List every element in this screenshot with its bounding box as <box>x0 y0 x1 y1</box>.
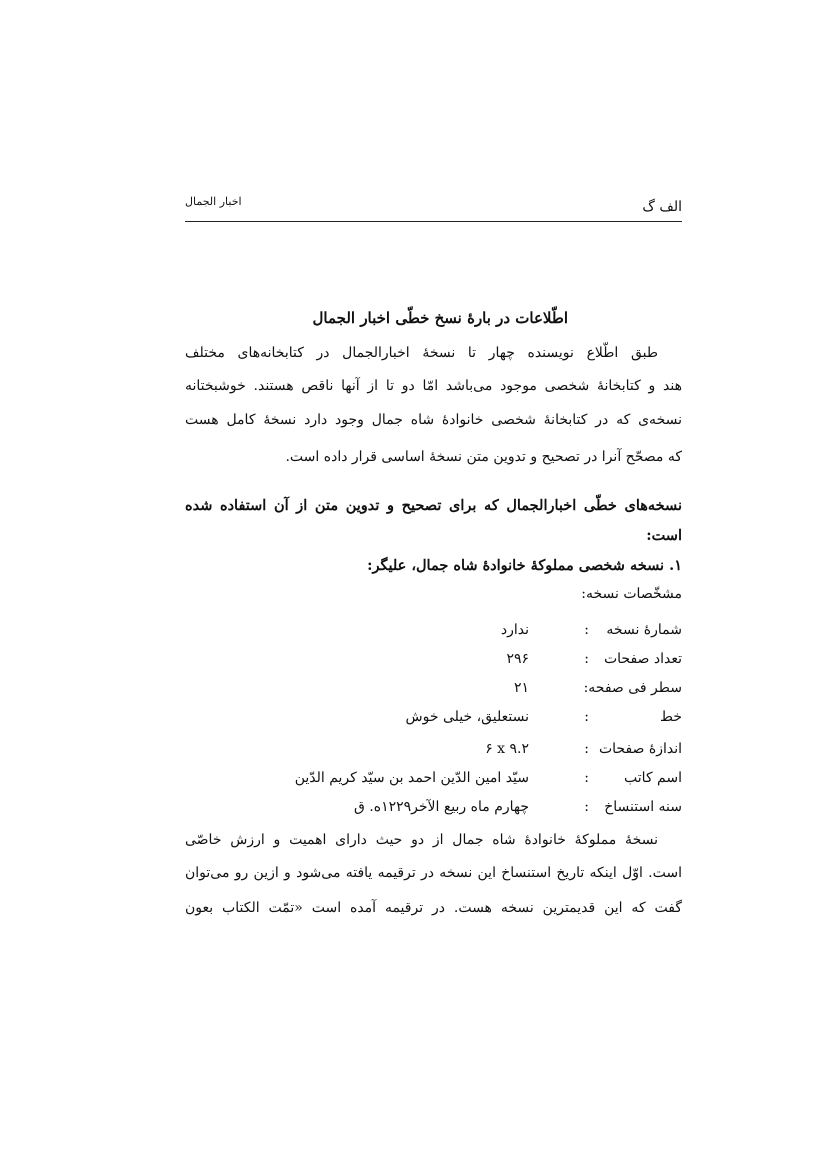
spec-colon: : <box>584 741 589 757</box>
spec-colon: : <box>584 651 589 667</box>
closing-paragraph-line-1: نسخۀ مملوکۀ خانوادۀ شاه جمال از دو حیث دارای اهمیت و ارزش خاصّی <box>185 832 658 848</box>
running-header <box>185 195 682 222</box>
closing-paragraph-line-2: است. اوّل اینکه تاریخ استنساخ این نسخه در ترقیمه یافته می‌شود و ازین رو می‌توان <box>185 865 682 881</box>
page-number: الف گ <box>642 199 682 215</box>
spec-colon: : <box>584 799 589 815</box>
spec-colon: : <box>584 622 589 638</box>
intro-paragraph-line-2: هند و کتابخانۀ شخصی موجود می‌باشد امّا دو تا از آنها ناقص هستند. خوشبختانه <box>185 378 682 394</box>
spec-value-script: نستعلیق، خیلی خوش <box>405 709 529 725</box>
manuscript-1-title: ۱. نسخه شخصی مملوکۀ خانوادۀ شاه جمال، علیگر: <box>367 557 682 574</box>
spec-label-script: خط <box>660 709 682 725</box>
spec-value-page-size: ۶ x ۹.۲ <box>485 741 529 757</box>
spec-value-scribe: سیّد امین الدّین احمد بن سیّد کریم الدّین <box>294 770 529 786</box>
spec-value-lines-per-page: ۲۱ <box>513 680 529 696</box>
spec-value-page-count: ۲۹۶ <box>506 651 529 667</box>
spec-label-shelf-number: شمارۀ نسخه <box>606 622 682 638</box>
spec-label-scribe: اسم کاتب <box>624 770 682 786</box>
specs-label: مشخّصات نسخه: <box>581 586 682 602</box>
intro-paragraph-line-3: نسخه‌ی که در کتابخانۀ شخصی خانوادۀ شاه جمال وجود دارد نسخۀ کامل هست <box>185 412 682 428</box>
spec-colon: : <box>584 770 589 786</box>
manuscripts-heading-line-2: است: <box>646 527 682 544</box>
intro-paragraph-line-4: که مصحّح آنرا در تصحیح و تدوین متن نسخۀ اساسی قرار داده است. <box>285 449 682 465</box>
spec-value-copy-date: چهارم ماه ربیع الآخر۱۲۲۹ه. ق <box>353 799 529 815</box>
spec-colon: : <box>584 709 589 725</box>
manuscripts-heading-line-1: نسخه‌های خطّی اخبارالجمال که برای تصحیح و تدوین متن از آن استفاده شده <box>185 497 682 514</box>
spec-label-copy-date: سنه استنساخ <box>604 799 682 815</box>
section-title: اطّلاعات در بارۀ نسخ خطّی اخبار الجمال <box>312 309 568 327</box>
spec-label-page-count: تعداد صفحات <box>603 651 682 667</box>
running-book-title: اخبار الجمال <box>185 195 242 208</box>
spec-label-lines-per-page: سطر فی صفحه: <box>583 680 682 696</box>
closing-paragraph-line-3: گفت که این قدیمترین نسخه هست. در ترقیمه آمده است «تمّت الکتاب بعون <box>185 900 682 916</box>
intro-paragraph-line-1: طبق اطّلاع نویسنده چهار تا نسخۀ اخبارالجمال در کتابخانه‌های مختلف <box>185 345 658 361</box>
spec-label-page-size: اندازۀ صفحات <box>598 741 682 757</box>
spec-value-shelf-number: ندارد <box>500 622 529 638</box>
